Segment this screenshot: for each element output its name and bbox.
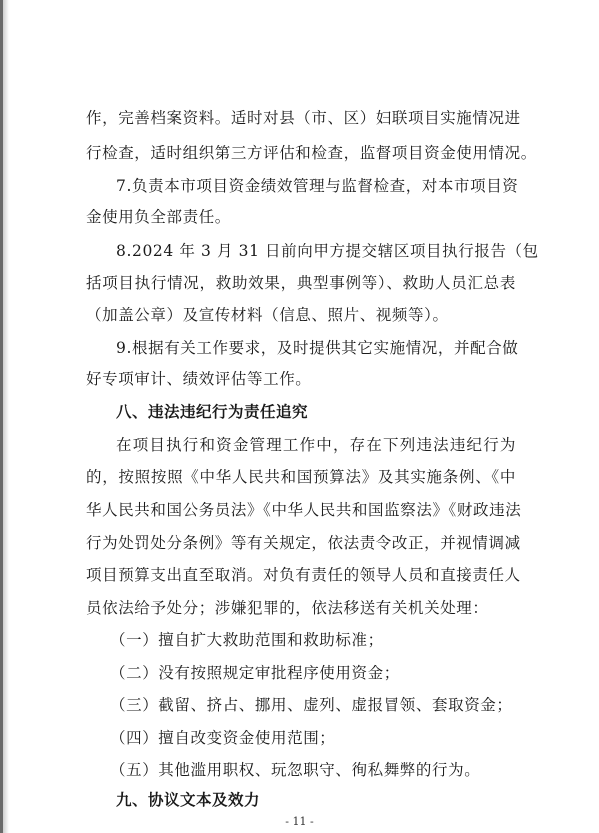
list-item: （一）擅自扩大救助范围和救助标准；	[110, 631, 384, 649]
text-line: 的，按照按照《中华人民共和国预算法》及其实施条例、《中	[86, 468, 516, 486]
text-line: （加盖公章）及宣传材料（信息、照片、视频等）。	[86, 306, 449, 324]
text-line: 在项目执行和资金管理工作中，存在下列违法违纪行为	[116, 436, 516, 454]
text-line: 7.负责本市项目资金绩效管理与监督检查，对本市项目资	[116, 177, 519, 195]
text-line: 作，完善档案资料。适时对县（市、区）妇联项目实施情况进	[86, 109, 521, 127]
section-heading: 八、违法违纪行为责任追究	[116, 403, 309, 421]
text-line: 8.2024 年 3 月 31 日前向甲方提交辖区项目执行报告（包	[116, 242, 539, 260]
list-item: （四）擅自改变资金使用范围；	[110, 729, 336, 747]
text-line: 好专项审计、绩效评估等工作。	[86, 370, 312, 388]
text-line: 行检查，适时组织第三方评估和检查，监督项目资金使用情况。	[86, 144, 537, 162]
text-line: 华人民共和国公务员法》《中华人民共和国监察法》《财政违法	[86, 501, 522, 519]
list-item: （五）其他滥用职权、玩忽职守、徇私舞弊的行为。	[110, 761, 481, 779]
text-line: 员依法给予处分；涉嫌犯罪的，依法移送有关机关处理：	[86, 599, 489, 617]
text-line: 行为处罚处分条例》等有关规定，依法责令改正，并视情调减	[86, 534, 521, 552]
page-edge-shadow	[3, 0, 9, 833]
list-item: （三）截留、挤占、挪用、虚列、虚报冒领、套取资金；	[110, 696, 513, 714]
text-line: 括项目执行情况，救助效果，典型事例等）、救助人员汇总表	[86, 274, 516, 292]
text-line: 金使用负全部责任。	[86, 208, 231, 226]
section-heading: 九、协议文本及效力	[116, 791, 261, 809]
page-number: - 11 -	[285, 815, 314, 828]
list-item: （二）没有按照规定审批程序使用资金；	[110, 664, 400, 682]
text-line: 项目预算支出直至取消。对负有责任的领导人员和直接责任人	[86, 566, 521, 584]
text-line: 9.根据有关工作要求，及时提供其它实施情况，并配合做	[116, 339, 519, 357]
